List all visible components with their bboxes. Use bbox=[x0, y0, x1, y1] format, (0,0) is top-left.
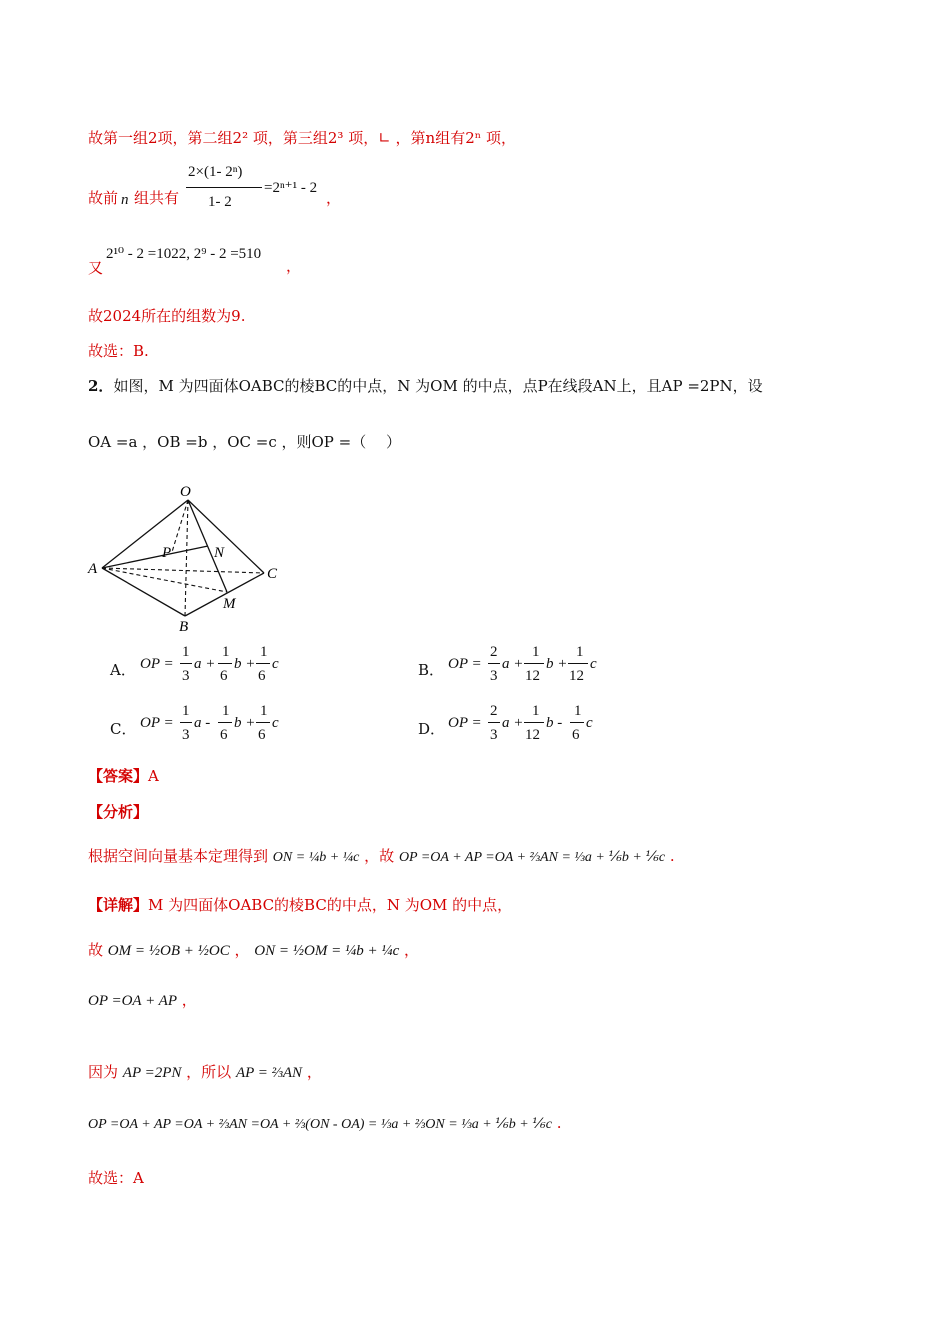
option-b-lhs: OP = bbox=[448, 656, 482, 672]
prev-solution-line-5: 故选：B. bbox=[88, 342, 149, 360]
option-a-t3-var: c bbox=[272, 656, 279, 672]
segment-AN bbox=[102, 546, 208, 568]
label-A: A bbox=[88, 561, 98, 577]
detail-tag: 【详解】 bbox=[88, 896, 149, 914]
option-d-t1-num: 2 bbox=[490, 703, 498, 719]
option-b-t3-den: 12 bbox=[569, 668, 584, 684]
detail-line-1 bbox=[88, 895, 512, 915]
option-b-label: B． bbox=[418, 661, 445, 679]
detail-line-2 bbox=[88, 940, 419, 961]
option-d-t1-den: 3 bbox=[490, 727, 498, 743]
option-a-t2-den: 6 bbox=[220, 668, 228, 684]
label-C: C bbox=[267, 566, 278, 582]
line3-math: 2¹⁰ - 2 =1022, 2⁹ - 2 =510 bbox=[106, 246, 262, 262]
option-a-t3-bar bbox=[256, 663, 270, 664]
option-c-t1-num: 1 bbox=[182, 703, 190, 719]
option-d-t3-bar bbox=[570, 722, 584, 723]
option-c-t1-var: a - bbox=[194, 715, 211, 731]
tetrahedron-figure bbox=[84, 480, 294, 635]
detail-line4-mid: ，所以 bbox=[186, 1063, 232, 1081]
option-c-t1-bar bbox=[180, 722, 192, 723]
option-a-label: A． bbox=[110, 661, 136, 679]
option-c-t2-bar bbox=[218, 722, 232, 723]
answer-line bbox=[88, 766, 159, 786]
option-d-t2-num: 1 bbox=[532, 703, 540, 719]
option-c-t3-num: 1 bbox=[260, 703, 268, 719]
prev-solution-line-1: 故第一组2项，第二组2² 项，第三组2³ 项，∟ ，第n组有2ⁿ 项， bbox=[88, 129, 516, 147]
option-b-t2-bar bbox=[524, 663, 544, 664]
option-c-label: C． bbox=[110, 720, 137, 738]
line3-prefix: 又 bbox=[88, 259, 104, 277]
edge-AB bbox=[102, 568, 185, 616]
detail-line5-end: . bbox=[556, 1114, 562, 1132]
detail-line2-expr-2: ON = ½OM = ¼b + ¼c bbox=[254, 943, 400, 959]
segment-OP bbox=[172, 500, 188, 552]
detail-line5-expr: OP =OA + AP =OA + ⅔AN =OA + ⅔(ON - OA) = ⅓a + ⅔ON = ⅓a + ⅙b + ⅙c bbox=[88, 1117, 552, 1132]
option-b-t3-num: 1 bbox=[576, 644, 584, 660]
label-O: O bbox=[180, 484, 191, 500]
line3-end: ， bbox=[286, 257, 302, 275]
detail-line2-sep: ， bbox=[234, 941, 250, 959]
analysis-line bbox=[88, 846, 675, 868]
detail-text-1: M 为四面体OABC的棱BC的中点，N 为OM 的中点， bbox=[148, 896, 513, 914]
option-d-t2-den: 12 bbox=[525, 727, 540, 743]
option-d-t2-var: b - bbox=[546, 715, 563, 731]
option-a-t2-bar bbox=[218, 663, 232, 664]
analysis-expr-1: ON = ¼b + ¼c bbox=[272, 850, 360, 865]
label-B: B bbox=[179, 619, 189, 635]
question-stem-line-2: OA =a ，OB =b ，OC =c ，则OP =（ ） bbox=[88, 433, 401, 451]
option-b-t2-den: 12 bbox=[525, 668, 540, 684]
option-d-label: D． bbox=[418, 720, 446, 738]
detail-line-5 bbox=[88, 1113, 562, 1135]
analysis-expr-2: OP =OA + AP =OA + ⅔AN = ⅓a + ⅙b + ⅙c bbox=[398, 850, 666, 865]
line2-frac-den: 1- 2 bbox=[208, 194, 232, 210]
option-d-t3-den: 6 bbox=[572, 727, 580, 743]
option-a-t1-var: a + bbox=[194, 656, 216, 672]
detail-line2-prefix: 故 bbox=[88, 941, 104, 959]
detail-line4-expr-1: AP =2PN bbox=[122, 1065, 182, 1081]
option-a-t3-den: 6 bbox=[258, 668, 266, 684]
detail-line4-prefix: 因为 bbox=[88, 1063, 119, 1081]
option-b-t3-bar bbox=[568, 663, 588, 664]
detail-line-6: 故选：A bbox=[88, 1169, 144, 1187]
line2-frac-bar bbox=[186, 187, 262, 188]
option-b-t3-var: c bbox=[590, 656, 597, 672]
line2-end: ， bbox=[326, 189, 342, 207]
option-a-t2-num: 1 bbox=[222, 644, 230, 660]
detail-line-3 bbox=[88, 990, 197, 1011]
line2-var: n bbox=[121, 192, 129, 208]
question-stem-text-1: 如图，M 为四面体OABC的棱BC的中点，N 为OM 的中点，点P在线段AN上，且AP =2PN，设 bbox=[113, 377, 763, 395]
label-M: M bbox=[223, 596, 236, 612]
edge-OC bbox=[188, 500, 264, 573]
option-c-t1-den: 3 bbox=[182, 727, 190, 743]
option-c-t3-den: 6 bbox=[258, 727, 266, 743]
option-d-lhs: OP = bbox=[448, 715, 482, 731]
question-number: 2． bbox=[88, 377, 114, 395]
analysis-prefix: 根据空间向量基本定理得到 bbox=[88, 847, 269, 865]
option-a-lhs: OP = bbox=[140, 656, 174, 672]
option-c-t2-num: 1 bbox=[222, 703, 230, 719]
option-b-t1-bar bbox=[488, 663, 500, 664]
analysis-tag: 【分析】 bbox=[88, 803, 149, 821]
option-b-t2-num: 1 bbox=[532, 644, 540, 660]
option-c-t2-den: 6 bbox=[220, 727, 228, 743]
edge-OA bbox=[102, 500, 188, 568]
option-b-t1-den: 3 bbox=[490, 668, 498, 684]
detail-line-4 bbox=[88, 1062, 322, 1083]
detail-line2-end: ， bbox=[404, 941, 420, 959]
option-d-t2-bar bbox=[524, 722, 544, 723]
label-P: P bbox=[162, 545, 172, 561]
option-b-t1-num: 2 bbox=[490, 644, 498, 660]
analysis-end: . bbox=[669, 847, 675, 865]
option-c-lhs: OP = bbox=[140, 715, 174, 731]
answer-value: A bbox=[148, 767, 159, 785]
question-stem-line-1 bbox=[88, 376, 763, 396]
detail-line2-expr-1: OM = ½OB + ½OC bbox=[107, 943, 230, 959]
line2-result: =2ⁿ⁺¹ - 2 bbox=[264, 180, 318, 196]
line2-frac-num: 2×(1- 2ⁿ) bbox=[188, 164, 243, 180]
detail-line3-end: ， bbox=[181, 991, 197, 1009]
label-N: N bbox=[214, 545, 225, 561]
option-a-t2-var: b + bbox=[234, 656, 256, 672]
option-a-t3-num: 1 bbox=[260, 644, 268, 660]
option-a-t1-num: 1 bbox=[182, 644, 190, 660]
option-d-t1-bar bbox=[488, 722, 500, 723]
detail-line4-end: ， bbox=[306, 1063, 322, 1081]
edge-OB bbox=[185, 500, 188, 616]
option-c-t2-var: b + bbox=[234, 715, 256, 731]
option-b-t2-var: b + bbox=[546, 656, 568, 672]
answer-tag: 【答案】 bbox=[88, 767, 149, 785]
line2-prefix: 故前 bbox=[88, 189, 119, 207]
option-b-t1-var: a + bbox=[502, 656, 524, 672]
option-c-t3-var: c bbox=[272, 715, 279, 731]
option-c-t3-bar bbox=[256, 722, 270, 723]
option-a-t1-bar bbox=[180, 663, 192, 664]
analysis-mid: ，故 bbox=[364, 847, 395, 865]
line2-mid: 组共有 bbox=[134, 189, 180, 207]
prev-solution-line-4: 故2024所在的组数为9. bbox=[88, 307, 246, 325]
detail-line3-expr: OP =OA + AP bbox=[88, 993, 177, 1009]
option-d-t3-num: 1 bbox=[574, 703, 582, 719]
option-d-t3-var: c bbox=[586, 715, 593, 731]
option-d-t1-var: a + bbox=[502, 715, 524, 731]
detail-line4-expr-2: AP = ⅔AN bbox=[235, 1065, 303, 1081]
option-a-t1-den: 3 bbox=[182, 668, 190, 684]
